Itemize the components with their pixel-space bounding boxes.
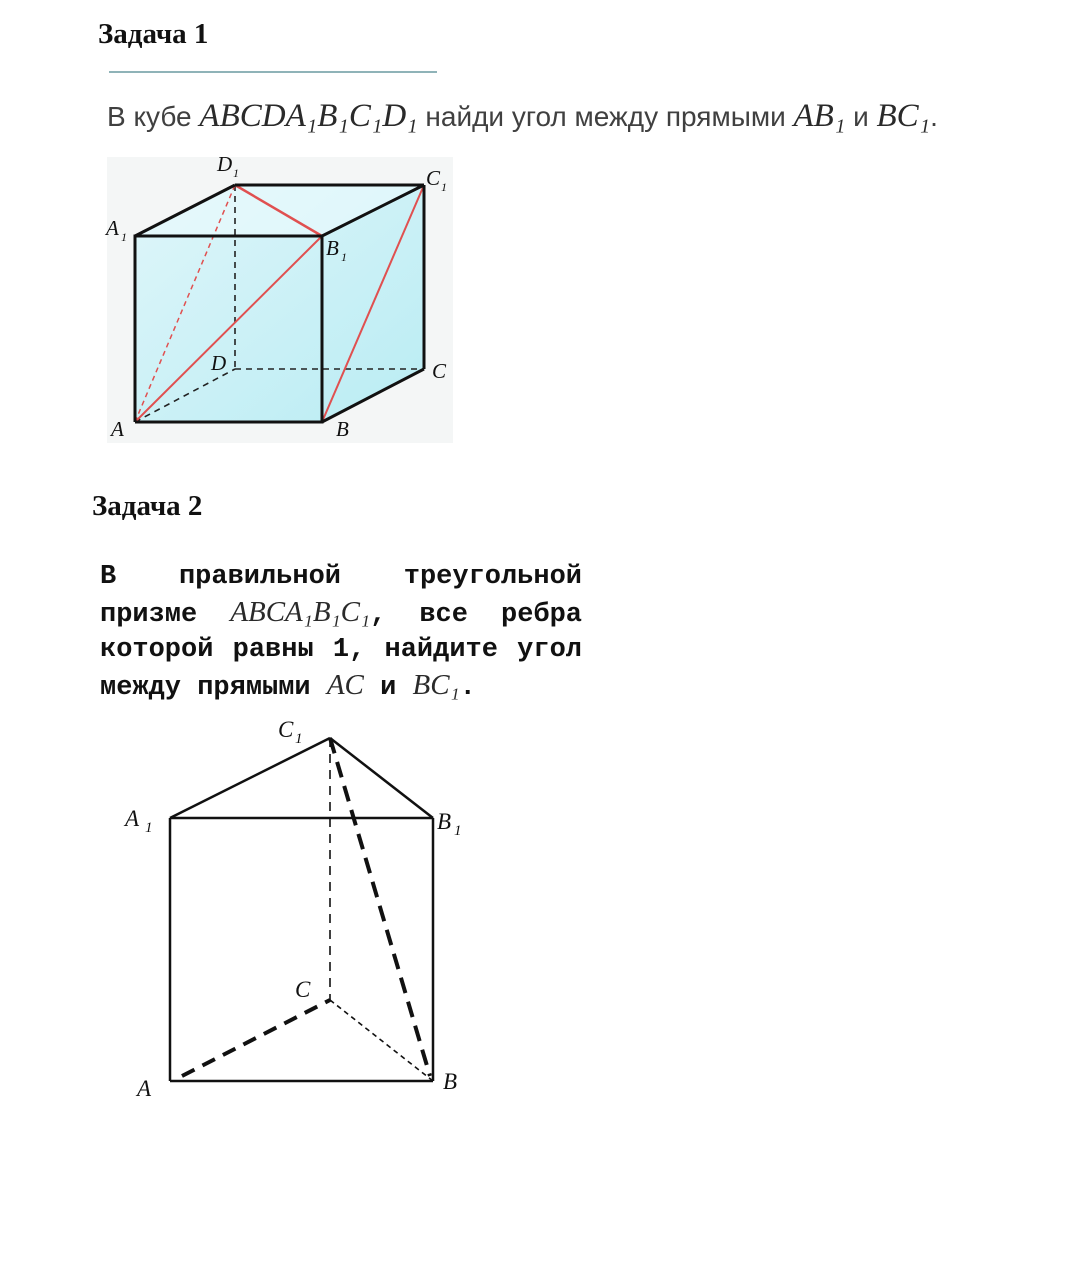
prism-label-B1: B	[437, 809, 452, 834]
task2-conj: и	[380, 673, 397, 703]
prism-sub-B1: 1	[454, 823, 462, 839]
cube-label-A: A	[111, 417, 124, 441]
task2-line-4	[100, 668, 582, 706]
prism-label-A: A	[137, 1076, 152, 1101]
cube-sub-A1: 1	[121, 230, 127, 244]
cube-sub-B1: 1	[341, 250, 347, 264]
task2-l4-prefix: между прямыми	[100, 673, 311, 703]
prism-label-C: C	[295, 977, 311, 1002]
edge-C1B1	[330, 738, 433, 818]
task1-middle: найди угол между прямыми	[425, 101, 786, 132]
cube-label-C: C	[432, 359, 447, 383]
task2-line2: BC₁	[412, 669, 460, 701]
segment-AC	[182, 1000, 330, 1076]
prism-figure	[123, 717, 462, 1101]
prism-label-C1: C	[278, 717, 294, 742]
task1-line1: AB₁	[793, 98, 846, 134]
segment-BC1	[330, 738, 430, 1076]
task1-prefix: В кубе	[107, 101, 192, 132]
cube-label-D1: D	[217, 152, 233, 176]
cube-label-D: D	[211, 351, 227, 375]
task2-l2-prefix: призме	[100, 600, 198, 630]
task2-prism-name: ABCA₁B₁C₁	[230, 596, 371, 628]
task2-end: .	[459, 673, 476, 703]
task2-line-3: которой равны 1, найдите угол	[100, 635, 582, 665]
task2-line1: AC	[326, 669, 364, 701]
prism-label-B: B	[443, 1069, 458, 1094]
prism-sub-C1: 1	[295, 731, 303, 747]
cube-sub-D1: 1	[233, 166, 239, 180]
task1-conj: и	[853, 101, 869, 132]
task2-heading: Задача 2	[92, 490, 203, 522]
cube-label-C1: C	[426, 166, 441, 190]
task2-line-2	[100, 595, 582, 633]
prism-sub-A1: 1	[145, 820, 153, 836]
task1-line2: BC₁	[876, 98, 931, 134]
cube-label-B: B	[336, 417, 349, 441]
cube-label-A1: A	[106, 216, 119, 240]
cube-sub-C1: 1	[441, 180, 447, 194]
cube-figure	[104, 152, 453, 443]
task1-end: .	[930, 101, 938, 132]
edge-A1C1	[170, 738, 330, 818]
task2-line-1: В правильной треугольной	[100, 562, 582, 592]
cube-label-B1: B	[326, 236, 339, 260]
task1-heading: Задача 1	[98, 18, 209, 50]
prism-label-A1: A	[125, 806, 140, 831]
task2-l2-suffix: , все ребра	[370, 600, 583, 630]
task1-cube-name: ABCDA₁B₁C₁D₁	[199, 98, 418, 134]
task2-text	[100, 560, 582, 706]
